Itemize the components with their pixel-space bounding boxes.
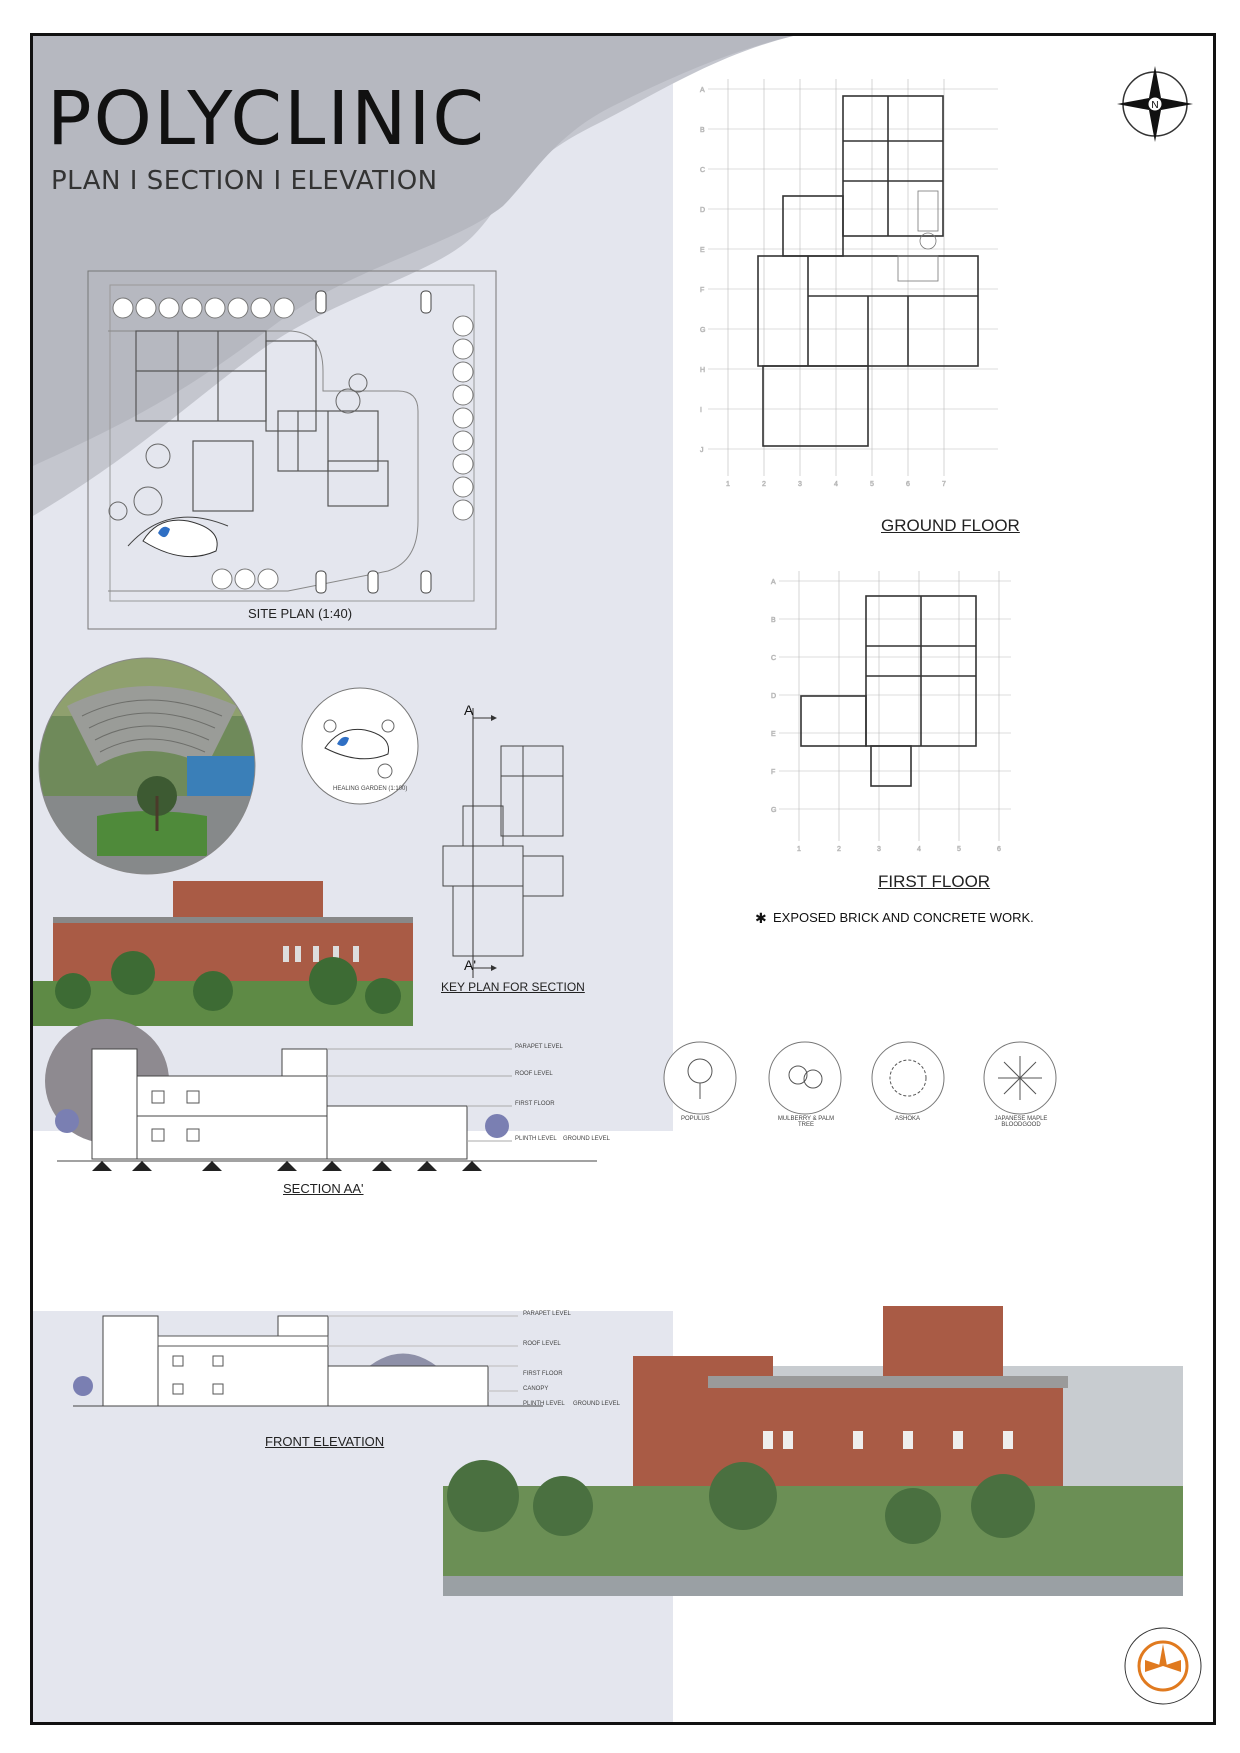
section-marker-a: A	[464, 702, 474, 718]
grid-row-label: I	[700, 407, 702, 414]
grid-row-label: F	[771, 769, 776, 776]
grid-row-label: H	[700, 367, 706, 374]
grid-col-label: 2	[762, 481, 766, 488]
elevation-level-parapet: PARAPET LEVEL	[523, 1311, 571, 1317]
grid-col-label: 7	[942, 481, 946, 488]
site-plan-label: SITE PLAN (1:40)	[248, 606, 353, 621]
compass-letter: N	[1151, 100, 1159, 111]
tree-symbol-japanese-maple	[983, 1041, 1057, 1115]
grid-col-label: 6	[906, 481, 910, 488]
first-floor-plan	[771, 566, 1031, 856]
sheet-title: POLYCLINIC	[47, 76, 486, 162]
material-note: EXPOSED BRICK AND CONCRETE WORK.	[773, 910, 1034, 925]
section-level-first-floor: FIRST FLOOR	[515, 1101, 555, 1107]
grid-row-label: G	[700, 327, 706, 334]
grid-row-label: D	[771, 693, 777, 700]
grid-row-label: D	[700, 207, 706, 214]
building-render-right	[443, 1306, 1183, 1596]
north-compass-icon	[1115, 64, 1195, 144]
grid-col-label: 3	[877, 846, 881, 853]
elevation-level-first-floor: FIRST FLOOR	[523, 1371, 563, 1377]
tree-name-mulberry: MULBERRY & PALM TREE	[777, 1116, 835, 1128]
front-elevation-label: FRONT ELEVATION	[265, 1434, 385, 1449]
amphitheatre-render	[37, 656, 257, 876]
material-note-bullet: ✱	[755, 910, 767, 926]
first-floor-label: FIRST FLOOR	[878, 872, 991, 891]
ground-floor-plan	[698, 81, 1018, 491]
grid-col-label: 4	[834, 481, 838, 488]
grid-col-label: 6	[997, 846, 1001, 853]
grid-row-label: C	[771, 655, 777, 662]
tree-symbol-mulberry	[768, 1041, 842, 1115]
tree-name-japanese-maple: JAPANESE MAPLE BLOODGOOD	[994, 1116, 1048, 1128]
tree-name-ashoka: ASHOKA	[895, 1116, 921, 1122]
ground-floor-label: GROUND FLOOR	[881, 516, 1020, 535]
grid-row-label: J	[700, 447, 704, 454]
tree-symbol-populus	[663, 1041, 737, 1115]
grid-col-label: 5	[957, 846, 961, 853]
grid-col-label: 3	[798, 481, 802, 488]
grid-col-label: 2	[837, 846, 841, 853]
grid-row-label: F	[700, 287, 705, 294]
key-plan-drawing	[433, 706, 583, 986]
elevation-level-roof: ROOF LEVEL	[523, 1341, 561, 1347]
sheet-subtitle: PLAN I SECTION I ELEVATION	[51, 166, 438, 196]
elevation-level-canopy: CANOPY	[523, 1386, 549, 1392]
grid-col-label: 1	[797, 846, 801, 853]
section-level-plinth: PLINTH LEVEL	[515, 1136, 557, 1142]
section-level-roof: ROOF LEVEL	[515, 1071, 553, 1077]
grid-col-label: 4	[917, 846, 921, 853]
section-level-ground: GROUND LEVEL	[563, 1136, 611, 1142]
section-marker-a-prime: A'	[464, 957, 477, 973]
grid-row-label: A	[700, 87, 705, 94]
healing-garden-label: HEALING GARDEN (1:100)	[333, 786, 408, 792]
elevation-level-plinth: PLINTH LEVEL	[523, 1401, 565, 1407]
section-label: SECTION AA'	[283, 1181, 364, 1196]
grid-col-label: 1	[726, 481, 730, 488]
site-plan-drawing	[88, 271, 498, 631]
building-render-left	[33, 881, 413, 1026]
elevation-level-ground: GROUND LEVEL	[573, 1401, 621, 1407]
grid-row-label: E	[700, 247, 705, 254]
tree-symbol-ashoka	[871, 1041, 945, 1115]
grid-col-label: 5	[870, 481, 874, 488]
grid-row-label: B	[700, 127, 705, 134]
grid-row-label: B	[771, 617, 776, 624]
presentation-sheet	[30, 33, 1216, 1725]
key-plan-label: KEY PLAN FOR SECTION	[441, 980, 585, 994]
university-logo-icon	[1123, 1626, 1203, 1706]
tree-name-populus: POPULUS	[681, 1116, 710, 1122]
grid-row-label: A	[771, 579, 776, 586]
grid-row-label: G	[771, 807, 777, 814]
grid-row-label: C	[700, 167, 706, 174]
section-level-parapet: PARAPET LEVEL	[515, 1044, 563, 1050]
grid-row-label: E	[771, 731, 776, 738]
